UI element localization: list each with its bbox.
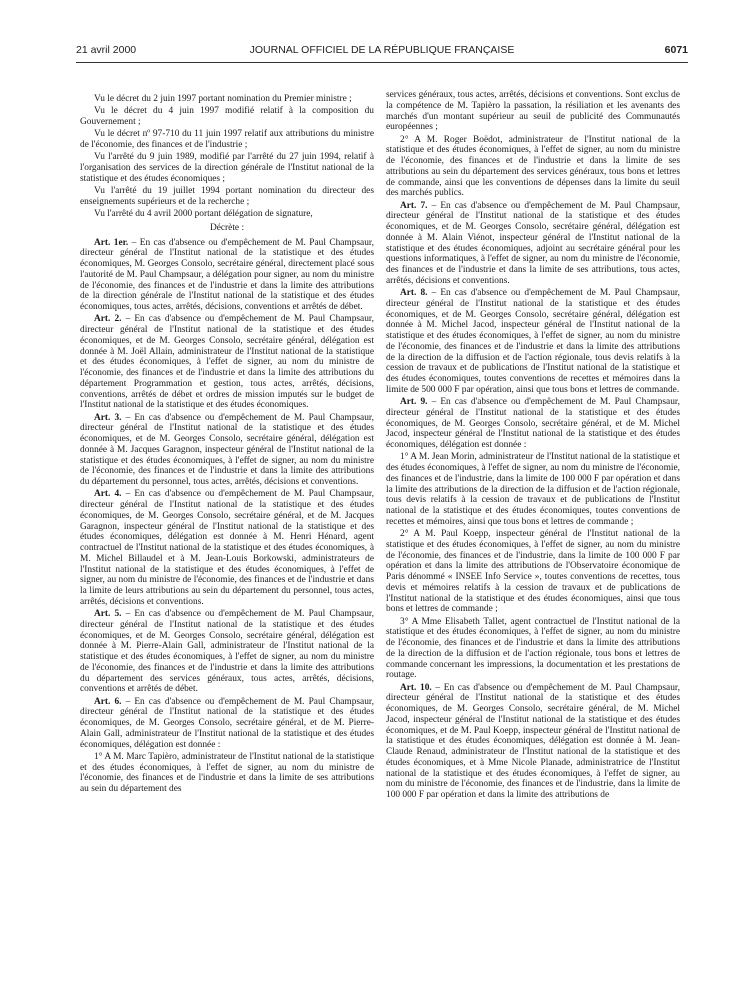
article-text: – En cas d'absence ou d'empêchement de M. Paul Champsaur, directeur général de l'Institut national de la statistique et des études économiques, de M. Georges Consolo, secrétaire général, et de M. Jacques Garagnon, inspecteur général de l'Institut national de la statistique et des études économiques, délégation est donnée à M. Henri Hénard, agent contractuel de l'Institut national de la statistique et des études économiques, à M. Michel Billaudel et à M. Jean-Louis Borkowski, administrateurs de l'Institut national de la statistique et des études économiques, à l'effet de signer, au nom du ministre de l'économie, des finances et de l'industrie et dans la limite de leurs attributions au sein du département du personnel, tous actes, arrêtés, décisions et conventions.	[80, 489, 374, 607]
article-label: Art. 6.	[94, 696, 122, 707]
page-number: 6071	[664, 44, 688, 56]
article-label: Art. 3.	[94, 412, 122, 423]
article-label: Art. 5.	[94, 609, 122, 619]
article-paragraph	[386, 397, 680, 451]
article-paragraph	[386, 288, 680, 396]
paragraph: Vu l'arrêté du 9 juin 1989, modifié par l'arrêté du 27 juin 1994, relatif à l'organisation des services de la direction générale de l'Institut national de la statistique et des études économiques ;	[80, 152, 374, 184]
paragraph: 2° A M. Paul Koepp, inspecteur général de l'Institut national de la statistique et des études économiques, à l'effet de signer, au nom du ministre de l'économie, des finances et de l'industrie, dans la limite de 100 000 F par opération et dans la limite des attributions de l'Observatoire économique de Paris dénommé « INSEE Info Service », toutes conventions de recettes, tous devis et mémoires relatifs à la cession de travaux et de publications de l'Institut national de la statistique et des études économiques, ainsi que tous bons et lettres de commande ;	[386, 529, 680, 615]
article-label: Art. 10.	[400, 682, 432, 693]
article-label: Art. 9.	[400, 397, 428, 407]
journal-title: JOURNAL OFFICIEL DE LA RÉPUBLIQUE FRANÇAISE	[249, 44, 515, 56]
article-text: – En cas d'absence ou d'empêchement de M. Paul Champsaur, directeur général de l'Institut national de la statistique et des études économiques, de M. Georges Consolo, secrétaire général, et de M. Pierre-Alain Gall, administrateur de l'Institut national de la statistique et des études économiques, délégation est donnée :	[80, 696, 374, 750]
article-label: Art. 2.	[94, 314, 122, 325]
continued-paragraph: services généraux, tous actes, arrêtés, décisions et conventions. Sont exclus de la compétence de M. Tapièro la passation, la résiliation et les avenants des marchés d'un montant supérieur au seuil de publicité des Communautés européennes ;	[386, 90, 680, 133]
article-label: Art. 1er.	[94, 237, 129, 248]
article-text: – En cas d'absence ou d'empêchement de M. Paul Champsaur, directeur général de l'Institut national de la statistique et des études économiques, et de M. Georges Consolo, secrétaire général, délégation est donnée à M. Jacques Garagnon, inspecteur général de l'Institut national de la statistique et des études économiques, à l'effet de signer, au nom du ministre de l'économie, des finances et de l'industrie et dans la limite des attributions du département du personnel, tous actes, arrêtés, décisions et conventions.	[80, 412, 374, 487]
paragraph: 1° A M. Marc Tapièro, administrateur de l'Institut national de la statistique et des études économiques, à l'effet de signer, au nom du ministre de l'économie, des finances et de l'industrie et dans la limite de ses attributions au sein du département des	[80, 751, 374, 794]
article-text: – En cas d'absence ou d'empêchement de M. Paul Champsaur, directeur général de l'Institut national de la statistique et des études économiques, et de M. Georges Consolo, secrétaire général, délégation est donnée à M. Pierre-Alain Gall, administrateur de l'Institut national de la statistique et des études économiques, à l'effet de signer, au nom du ministre de l'économie, des finances et de l'industrie et dans la limite des attributions du département des services généraux, tous actes, arrêtés, décisions, conventions et arrêtés de débet.	[80, 609, 374, 695]
paragraph: Vu le décret nº 97-710 du 11 juin 1997 relatif aux attributions du ministre de l'économie, des finances et de l'industrie ;	[80, 129, 374, 150]
page-header	[76, 44, 688, 58]
article-paragraph	[80, 489, 374, 607]
article-text: – En cas d'absence ou d'empêchement de M. Paul Champsaur, directeur général de l'Institut national de la statistique et des études économiques, et de M. Georges Consolo, secrétaire général, délégation est donnée à M. Michel Jacod, inspecteur général de l'Institut national de la statistique et des études économiques, à l'effet de signer, au nom du ministre de l'économie, des finances et de l'industrie et dans la limite des attributions de la direction de la diffusion et de l'action régionale, tous devis relatifs à la cession de travaux et de publications de l'Institut national de la statistique et des études économiques, toutes conventions de recettes et mémoires dans la limite de 500 000 F par opération, ainsi que tous bons et lettres de commande.	[386, 288, 680, 395]
article-paragraph	[386, 683, 680, 801]
article-text: – En cas d'absence ou d'empêchement de M. Paul Champsaur, directeur général de l'Institut national de la statistique et des études économiques, de M. Georges Consolo, secrétaire général, et de M. Michel Jacod, inspecteur général de l'Institut national de la statistique et des études économiques, délégation est donnée :	[386, 397, 680, 450]
article-text: – En cas d'absence ou d'empêchement de M. Paul Champsaur, directeur général de l'Institut national de la statistique et des études économiques, et de M. Georges Consolo, secrétaire général, délégation est donnée à M. Joël Allain, administrateur de l'Institut national de la statistique et des études économiques, à l'effet de signer, au nom du ministre de l'économie, des finances et de l'industrie et dans la limite des attributions du département Programmation et gestion, tous actes, arrêtés, décisions, conventions, arrêtés de débet et ordres de mission imputés sur le budget de l'Institut national de la statistique et des études économiques.	[80, 314, 374, 411]
article-paragraph	[80, 609, 374, 695]
header-rule	[76, 62, 688, 63]
paragraph: 2° A M. Roger Boëdot, administrateur de l'Institut national de la statistique et des études économiques, à l'effet de signer, au nom du ministre de l'économie, des finances et de l'industrie et dans la limite de ses attributions au sein du département des services généraux, tous bons et lettres de commande, ainsi que les conventions de dépenses dans la limite du seuil des marchés publics.	[386, 134, 680, 199]
article-text: – En cas d'absence ou d'empêchement de M. Paul Champsaur, directeur général de l'Institut national de la statistique et des études économiques, de M. Georges Consolo, secrétaire général, de M. Michel Jacod, inspecteur général de l'Institut national de la statistique et des études économiques, et de M. Paul Koepp, inspecteur général de l'Institut national de la statistique et des études économiques, délégation est donnée à M. Jean-Claude Renaud, administrateur de l'Institut national de la statistique et des études économiques, et à Mme Nicole Planade, administratrice de l'Institut national de la statistique et des études économiques, à l'effet de signer, au nom du ministre de l'économie, des finances et de l'industrie, dans la limite de 100 000 F par opération et dans la limite des attributions de	[386, 682, 680, 800]
article-text: – En cas d'absence ou d'empêchement de M. Paul Champsaur, directeur général de l'Institut national de la statistique et des études économiques, et de M. Georges Consolo, secrétaire général, délégation est donnée à M. Alain Viénot, inspecteur général de l'Institut national de la statistique et des études économiques, adjoint au secrétaire général pour les questions informatiques, à l'effet de signer, au nom du ministre de l'économie, des finances et de l'industrie et dans la limite de ses attributions, tous actes, arrêtés, décisions et conventions.	[386, 200, 680, 286]
article-paragraph	[80, 697, 374, 751]
paragraph: Vu l'arrêté du 19 juillet 1994 portant nomination du directeur des enseignements supérieurs et de la recherche ;	[80, 186, 374, 207]
article-paragraph	[80, 314, 374, 411]
paragraph: 3° A Mme Elisabeth Tallet, agent contractuel de l'Institut national de la statistique et des études économiques, à l'effet de signer, au nom du ministre de l'économie, des finances et de l'industrie et dans la limite des attributions de la direction de la diffusion et de l'action régionale, tous bons et lettres de commande concernant les impressions, la documentation et les prestations de routage.	[386, 616, 680, 681]
article-text: – En cas d'absence ou d'empêchement de M. Paul Champsaur, directeur général de l'Institut national de la statistique et des études économiques, M. Georges Consolo, secrétaire général, directement placé sous l'autorité de M. Paul Champsaur, a délégation pour signer, au nom du ministre de l'économie, des finances et de l'industrie et dans la limite des attributions de la direction générale de l'Institut national de la statistique et des études économiques, tous actes, arrêtés, décisions, conventions et arrêtés de débet.	[80, 237, 374, 312]
article-label: Art. 7.	[400, 200, 428, 211]
article-paragraph	[386, 201, 680, 287]
article-label: Art. 8.	[400, 288, 428, 298]
header-date: 21 avril 2000	[76, 44, 137, 56]
paragraph: 1° A M. Jean Morin, administrateur de l'Institut national de la statistique et des études économiques, à l'effet de signer, au nom du ministre de l'économie, des finances et de l'industrie, dans la limite de 100 000 F par opération et dans la limite des attributions de la direction de la diffusion et de l'action régionale, tous devis relatifs à la cession de travaux et de publications de l'Institut national de la statistique et des études économiques, toutes conventions de recettes et mémoires, ainsi que tous bons et lettres de commande ;	[386, 452, 680, 527]
paragraph: Vu l'arrêté du 4 avril 2000 portant délégation de signature,	[94, 209, 313, 219]
article-paragraph	[80, 413, 374, 488]
right-column	[386, 90, 680, 802]
article-paragraph	[80, 238, 374, 313]
decree-heading: Décrète :	[209, 222, 245, 233]
paragraph: Vu le décret du 2 juin 1997 portant nomination du Premier ministre ;	[94, 94, 352, 104]
left-column	[80, 94, 374, 796]
article-label: Art. 4.	[94, 489, 122, 500]
paragraph: Vu le décret du 4 juin 1997 modifié relatif à la composition du Gouvernement ;	[80, 106, 374, 127]
